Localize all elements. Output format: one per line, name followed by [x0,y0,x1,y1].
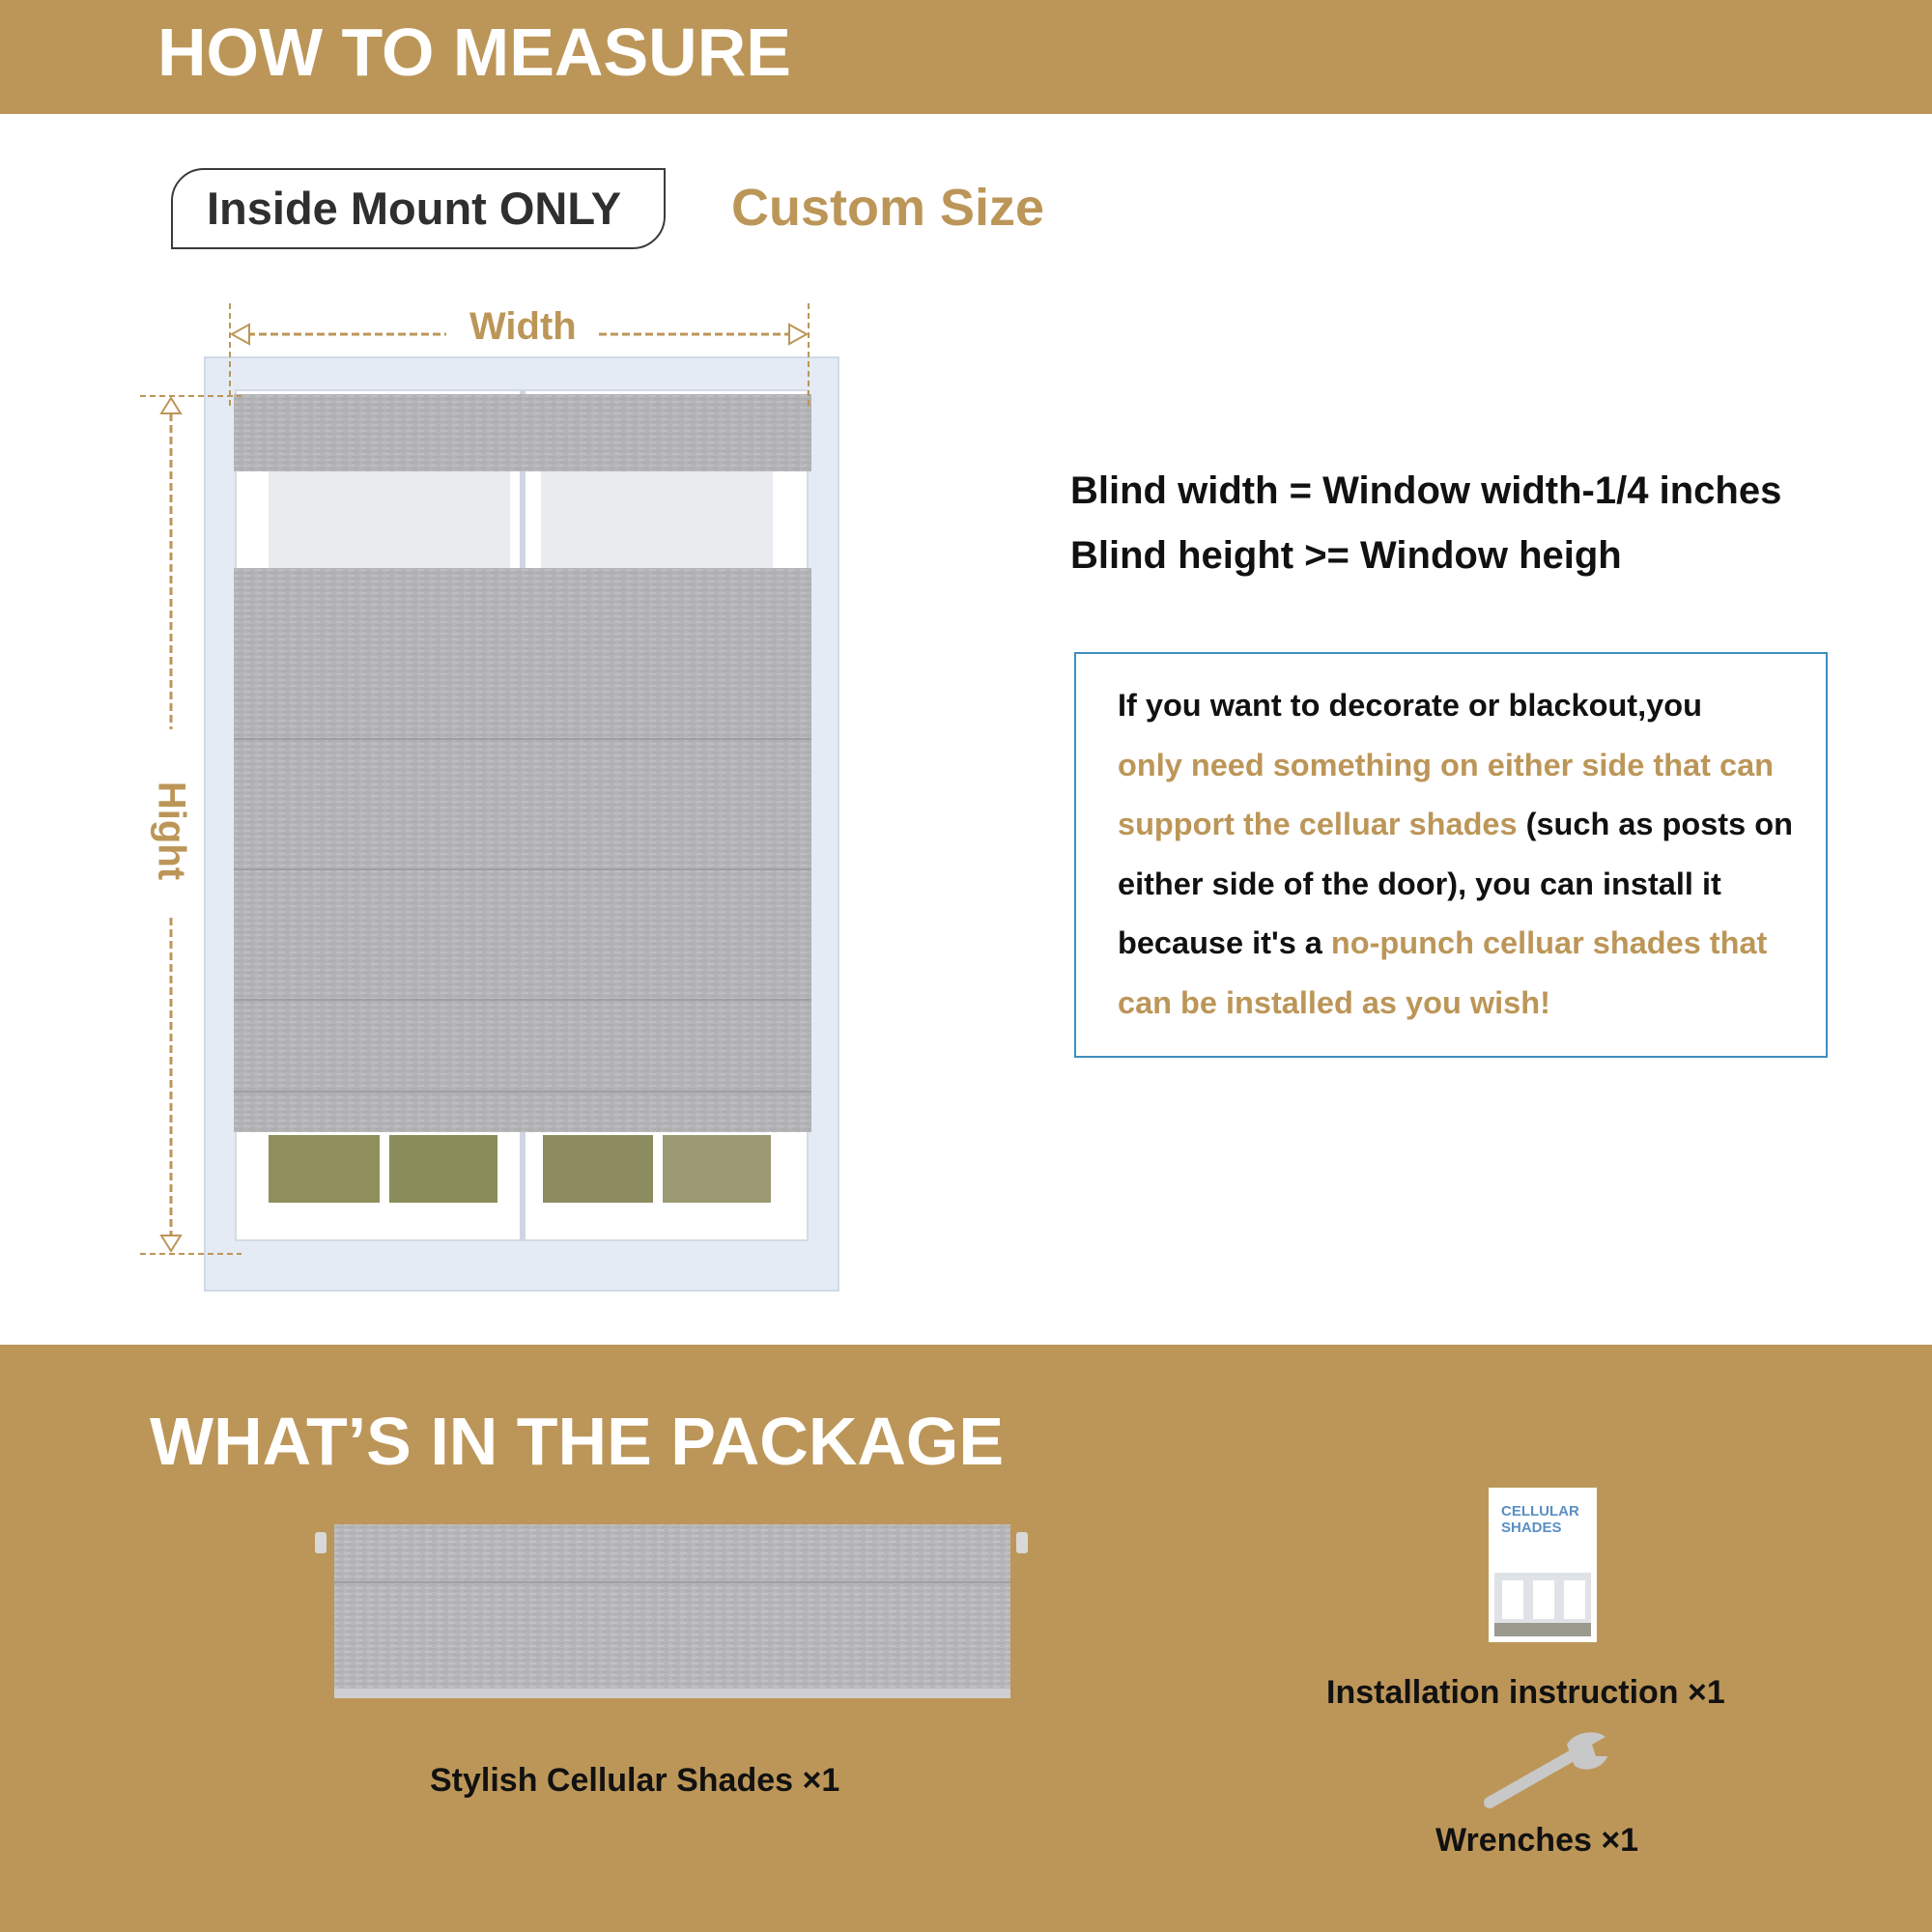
window-diagram [0,0,966,1333]
custom-size-label: Custom Size [731,179,1045,237]
page-title: HOW TO MEASURE [157,14,791,90]
height-arrow-top [161,398,181,413]
bottom-pane-3 [543,1135,653,1203]
shade-headrail [234,394,811,471]
height-formula: Blind height >= Window heigh [1070,534,1622,577]
bottom-pane-1 [269,1135,380,1203]
instruction-booklet-image [1489,1488,1597,1642]
shades-item-label: Stylish Cellular Shades ×1 [430,1762,840,1799]
shade-body [234,568,811,1132]
bottom-pane-2 [389,1135,497,1203]
booklet-title: CELLULAR SHADES [1501,1503,1579,1536]
package-title: WHAT’S IN THE PACKAGE [150,1404,1005,1479]
width-arrow-right [789,325,807,344]
note-part-2: only need something on either side that can support the celluar shades [1118,747,1774,841]
note-part-1: If you want to decorate or blackout,you [1118,688,1702,723]
instruction-item-label: Installation instruction ×1 [1326,1674,1725,1711]
mount-badge-label: Inside Mount ONLY [207,183,622,234]
wrench-icon [1478,1727,1613,1814]
width-arrow-left [232,325,249,344]
note-part-4: no-punch celluar shades that can be installed as you wish! [1118,925,1768,1020]
width-formula: Blind width = Window width-1/4 inches [1070,469,1782,512]
bottom-pane-4 [663,1135,771,1203]
note-part-3: (such as posts on either side of the door), you can install it because it's a [1118,807,1793,960]
shade-product-image [309,1517,1034,1729]
wrench-item-label: Wrenches ×1 [1435,1822,1639,1859]
height-label: Hight [150,781,193,881]
width-label: Width [469,305,577,348]
note-text [1118,676,1813,1033]
height-arrow-bottom [161,1236,181,1251]
